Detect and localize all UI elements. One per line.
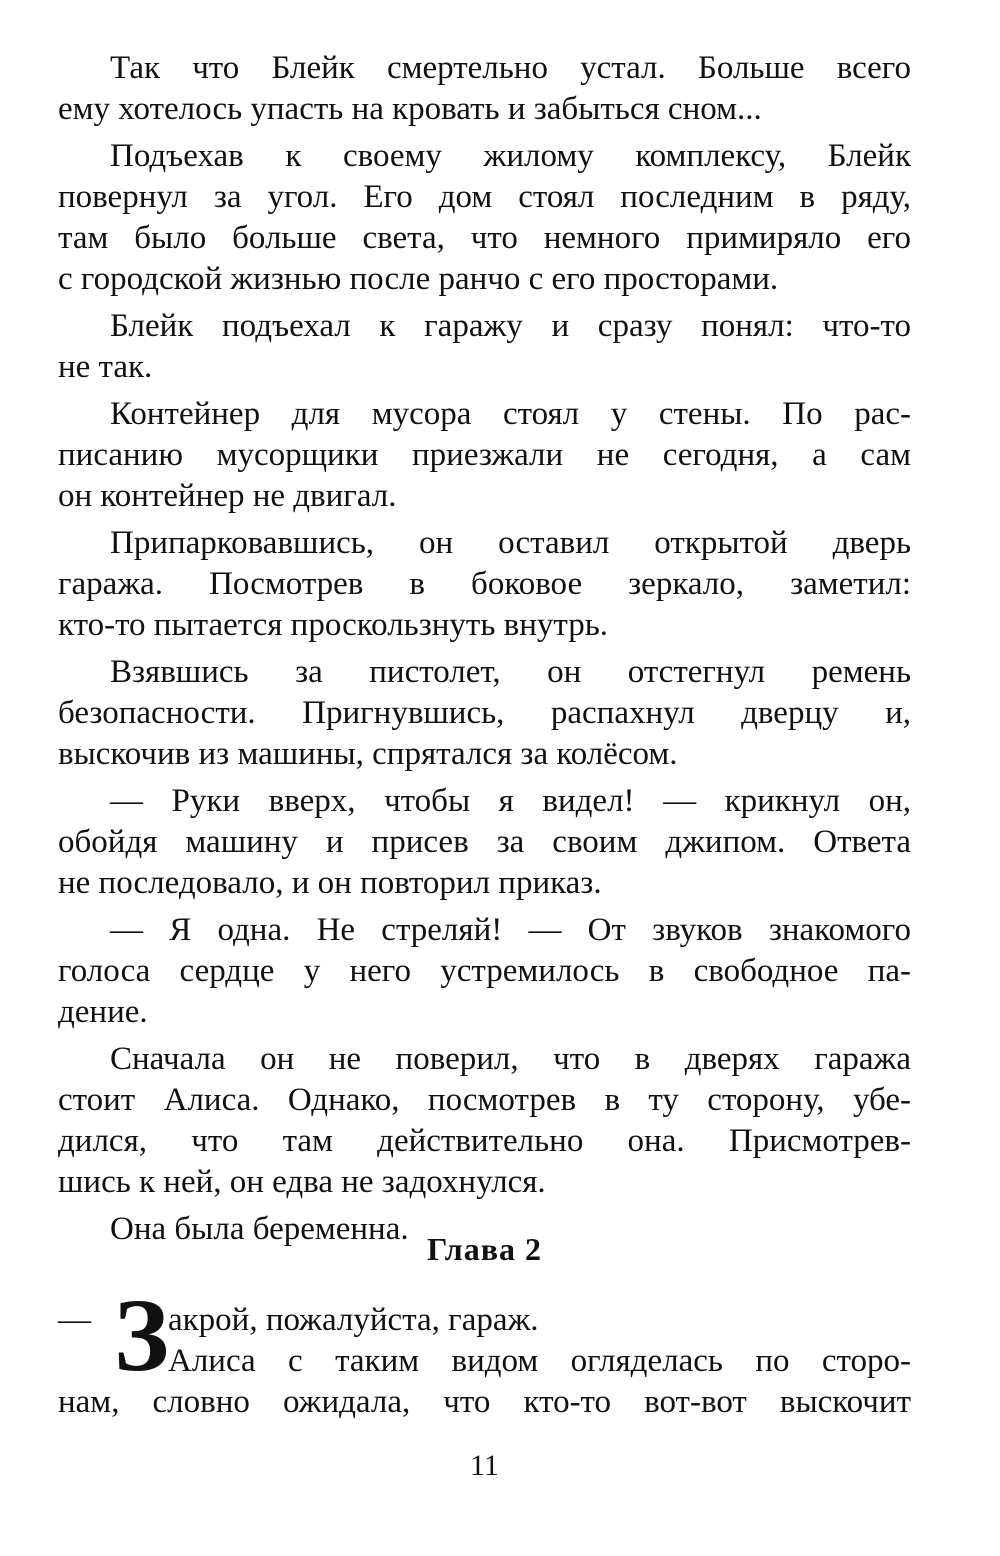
paragraph [58,652,911,775]
paragraph [58,523,911,646]
text-line: гаража. Посмотрев в боковое зеркало, заметил: [58,566,911,602]
paragraph [58,306,911,388]
chapter-title: Глава 2 [427,1231,542,1267]
text-line: шись к ней, он едва не задохнулся. [58,1164,546,1200]
paragraph [58,910,911,1033]
paragraph [58,781,911,904]
text-line: повернул за угол. Его дом стоял последним в ряду, [58,179,911,215]
paragraph [58,1039,911,1203]
chapter-line: Алиса с таким видом огляделась по сторо- [168,1343,911,1379]
text-line: голоса сердце у него устремилось в свободное па- [58,953,911,989]
text-line: с городской жизнью после ранчо с его просторами. [58,261,779,297]
text-line: не последовало, и он повторил приказ. [58,865,602,901]
chapter-opening [58,1278,911,1423]
text-line: Взявшись за пистолет, он отстегнул ремень [110,654,911,690]
text-line: стоит Алиса. Однако, посмотрев в ту сторону, убе- [58,1082,911,1118]
dialogue-dash: — [58,1302,91,1338]
page-number: 11 [470,1449,499,1482]
text-line: Подъехав к своему жилому комплексу, Блейк [110,138,911,174]
text-line: Сначала он не поверил, что в дверях гаража [110,1041,911,1077]
text-line: Контейнер для мусора стоял у стены. По рас- [110,396,911,432]
text-line: безопасности. Пригнувшись, распахнул дверцу и, [58,695,911,731]
paragraph [58,394,911,517]
text-line: Так что Блейк смертельно устал. Больше всего [110,50,911,86]
text-line: кто-то пытается проскользнуть внутрь. [58,607,609,643]
text-line: — Я одна. Не стреляй! — От звуков знакомого [110,912,911,948]
text-line: там было больше света, что немного примиряло его [58,220,911,256]
text-line: не так. [58,349,153,385]
chapter-line: нам, словно ожидала, что кто-то вот-вот выскочит [58,1384,911,1420]
text-line: ему хотелось упасть на кровать и забыться сном... [58,91,762,127]
paragraph [58,48,911,130]
text-line: обойдя машину и присев за своим джипом. Ответа [58,824,911,860]
text-line: дение. [58,994,148,1030]
chapter-line: акрой, пожалуйста, гараж. [168,1302,539,1338]
drop-cap: З [114,1278,169,1393]
text-line: Она была беременна. [110,1211,409,1247]
text-line: Припарковавшись, он оставил открытой дверь [110,525,911,561]
text-line: выскочив из машины, спрятался за колёсом. [58,736,678,772]
text-line: писанию мусорщики приезжали не сегодня, а сам [58,437,911,473]
page-body [58,48,911,1482]
text-line: он контейнер не двигал. [58,478,397,514]
text-block [58,48,911,1250]
text-line: Блейк подъехал к гаражу и сразу понял: что-то [110,308,911,344]
text-line: дился, что там действительно она. Присмотрев- [58,1123,911,1159]
text-line: — Руки вверх, чтобы я видел! — крикнул он, [110,783,911,819]
paragraph [58,136,911,300]
